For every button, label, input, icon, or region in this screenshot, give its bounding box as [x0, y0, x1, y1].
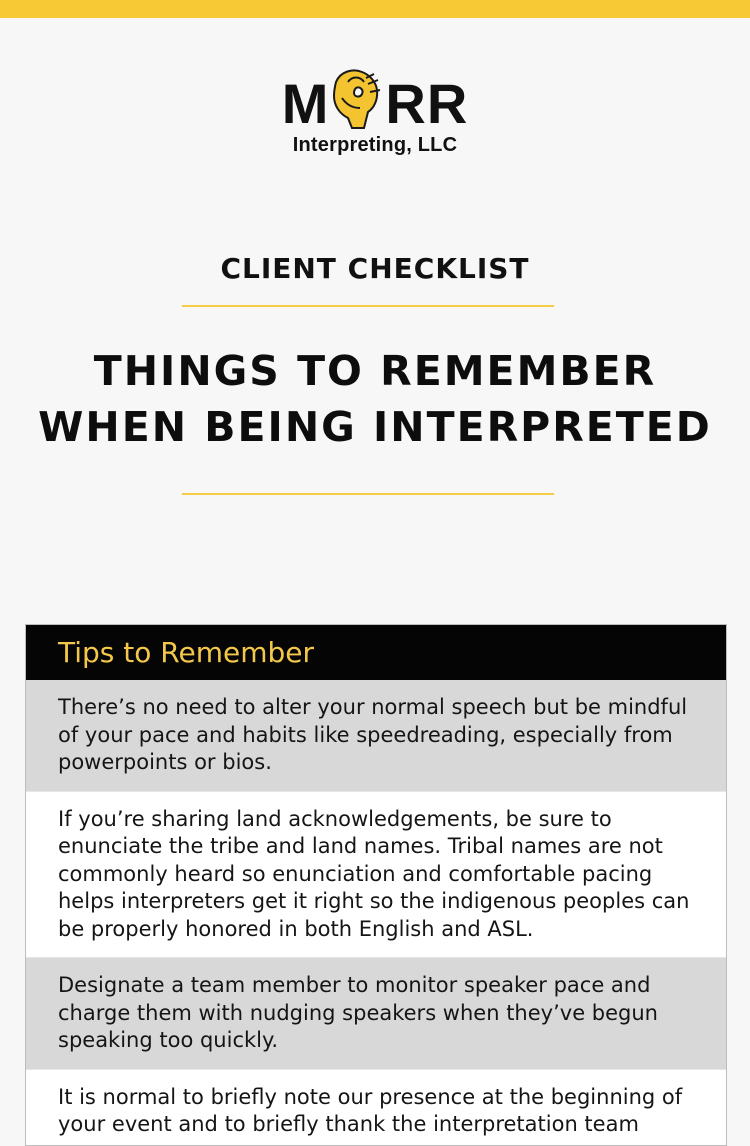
checklist-label: CLIENT CHECKLIST: [0, 252, 750, 285]
hand-sign-icon: [330, 68, 384, 132]
tips-panel: [25, 624, 727, 1146]
tip-item: It is normal to briefly note our presence at the beginning of your event and to briefly thank the interpretation team: [26, 1070, 726, 1146]
divider-top: [182, 305, 554, 307]
tips-header: Tips to Remember: [26, 625, 726, 680]
divider-bottom: [182, 493, 554, 495]
page-title-line-1: THINGS TO REMEMBER: [0, 343, 750, 399]
logo-wordmark: [282, 68, 469, 132]
tip-item: There’s no need to alter your normal speech but be mindful of your pace and habits like speedreading, especially from powerpoints or bios.: [26, 680, 726, 792]
logo-subtitle: Interpreting, LLC: [0, 134, 750, 157]
logo-letters-rr: RR: [385, 76, 468, 132]
page-title: [0, 343, 750, 455]
company-logo: [0, 68, 750, 157]
top-accent-bar: [0, 0, 750, 18]
tip-item: Designate a team member to monitor speaker pace and charge them with nudging speakers when they’ve begun speaking too quickly.: [26, 958, 726, 1070]
tip-item: If you’re sharing land acknowledgements, be sure to enunciate the tribe and land names. Tribal names are not commonly heard so enunciation and comfortable pacing helps interpreters get it right so the indigenous peoples can be properly honored in both English and ASL.: [26, 792, 726, 959]
logo-letter-m: M: [282, 76, 330, 132]
page-title-line-2: WHEN BEING INTERPRETED: [0, 399, 750, 455]
